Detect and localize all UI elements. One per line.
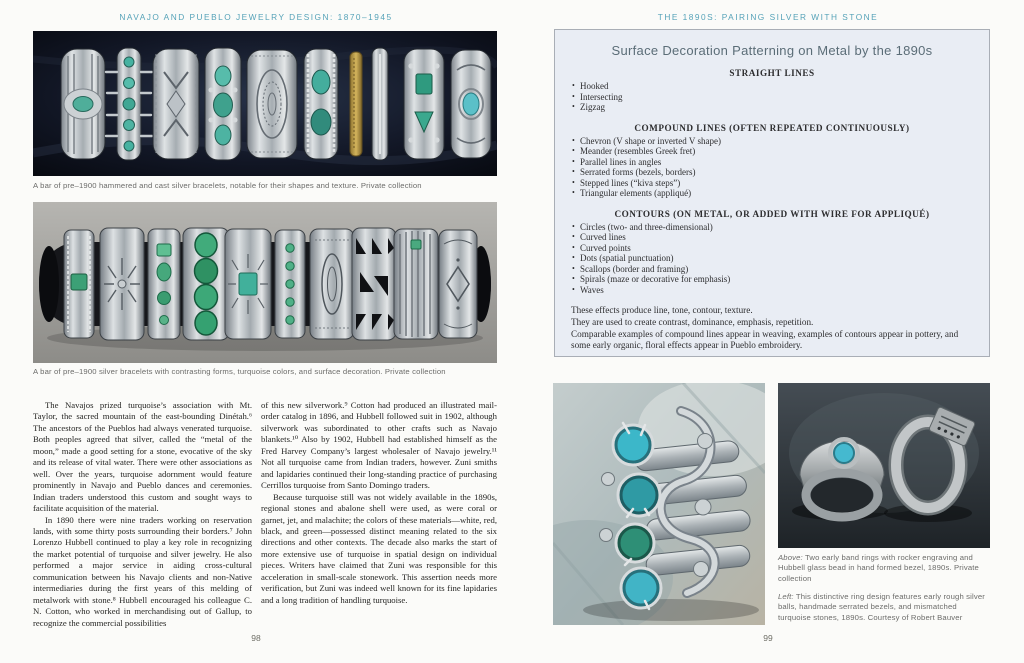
turquoise-ring-photo <box>553 383 765 625</box>
bullet-item: • Curved points <box>571 243 973 254</box>
box-footer <box>571 305 973 352</box>
bullet-item: • Zigzag <box>571 102 973 113</box>
bullet-item: • Curved lines <box>571 232 973 243</box>
surface-decoration-box <box>554 29 990 357</box>
caption-lead: Above: <box>778 553 803 562</box>
caption-text: This distinctive ring design features early rough silver balls, handmade serrated bezels, and mismatched turquoise stones, 1890s. Courtesy of Robert Bauver <box>778 592 986 622</box>
paragraph: The Navajos prized turquoise’s association with Mt. Taylor, the sacred mountain of the east-bounding Dinétah.⁶ The ancestors of the Pueblos had always venerated turquoise. Both peoples agreed that silver, called the “metal of the moon,” made a good setting for a stone, evocative of the sky and its release of vital water. There were other associations as well. Over the years, turquoise adornment would feature prominently in Navajo and Pueblo dances and ceremonies. Indian traders understood this custom and sought ways to facilitate acquisition of the material. <box>33 400 252 514</box>
section-heading-contours: CONTOURS (ON METAL, OR ADDED WITH WIRE FOR APPLIQUÉ) <box>614 208 930 219</box>
running-head-right: THE 1890S: PAIRING SILVER WITH STONE <box>657 12 879 22</box>
straight-lines-list <box>571 81 973 113</box>
bullet-item: • Hooked <box>571 81 973 92</box>
bracelets-photo-bottom <box>33 202 497 363</box>
running-head-left: NAVAJO AND PUEBLO JEWELRY DESIGN: 1870–1945 <box>119 12 393 22</box>
bullet-item: • Scallops (border and framing) <box>571 264 973 275</box>
band-rings-photo-art <box>778 383 990 548</box>
page-number-right: 99 <box>763 633 773 643</box>
caption-text: Two early band rings with rocker engraving and Hubbell glass bead in hand formed bezel, 1890s. Private collection <box>778 553 979 583</box>
paragraph: of this new silverwork.⁹ Cotton had produced an illustrated mail-order catalog in 1896, and Hubbell followed suit in 1902, although silverwork was subordinated to other crafts such as Navajo blankets.¹⁰ Also by 1902, Hubbell had established himself as the Fred Harvey Company’s largest wholesaler of Navajo jewelry.¹¹ Not all turquoise came from Indian traders, however. Zuni smiths and lapidaries continued their long-standing practice of purchasing Cerrillos turquoise from Santo Domingo traders. <box>261 400 497 491</box>
turquoise-ring-photo-art <box>553 383 765 625</box>
body-text <box>33 400 497 629</box>
bullet-item: • Meander (resembles Greek fret) <box>571 146 973 157</box>
bullet-item: • Parallel lines in angles <box>571 157 973 168</box>
bullet-item: • Spirals (maze or decorative for emphasis) <box>571 274 973 285</box>
section-heading-straight-lines: STRAIGHT LINES <box>729 68 815 78</box>
bullet-item: • Circles (two- and three-dimensional) <box>571 222 973 233</box>
bracelets-photo-top-art <box>33 31 497 176</box>
paragraph: Because turquoise still was not widely available in the 1890s, regional stones and abalone shell were used, as were coral or garnet, jet, and malachite; the colors of these materials—white, red, black, and green—possessed distinct meaning related to the six directions and other contexts. The decade also marks the start of more extensive use of turquoise in spatial design on individual pieces. Writers have claimed that Zuni was responsible for this acceleration in small-scale stonework. This assertion needs more verification, but Zuni was indeed well known for its fine lapidaries and a long tradition of handling turquoise. <box>261 491 497 605</box>
section-heading-compound-lines: COMPOUND LINES (OFTEN REPEATED CONTINUOUSLY) <box>634 122 910 133</box>
caption-band-rings <box>778 553 990 584</box>
contours-list <box>571 222 973 296</box>
band-rings-photo <box>778 383 990 548</box>
caption-lead: Left: <box>778 592 794 601</box>
body-column-2 <box>261 400 497 629</box>
bullet-item: • Chevron (V shape or inverted V shape) <box>571 136 973 147</box>
bullet-item: • Stepped lines (“kiva steps”) <box>571 178 973 189</box>
bullet-item: • Waves <box>571 285 973 296</box>
caption-bracelets-top: A bar of pre–1900 hammered and cast silver bracelets, notable for their shapes and texture. Private collection <box>33 181 422 190</box>
bullet-item: • Serrated forms (bezels, borders) <box>571 167 973 178</box>
bracelets-photo-top <box>33 31 497 176</box>
right-page <box>512 0 1024 663</box>
body-column-1 <box>33 400 252 629</box>
bullet-item: • Dots (spatial punctuation) <box>571 253 973 264</box>
box-footer-line: These effects produce line, tone, contour, texture. <box>571 305 753 315</box>
paragraph: In 1890 there were nine traders working on reservation lands, with some thirty posts surrounding their borders.⁷ John Lorenzo Hubbell continued to play a key role in recognizing the market potential of turquoise and silver jewelry. He also performed a major service in aiding cross-cultural communication between his Navajo clients and non-Native intermediaries during the first years of this melding of metalwork with stone.⁸ Hubbell encouraged his colleague C. N. Cotton, who worked in merchandising out of Gallup, to recognize the commercial possibilities <box>33 514 252 628</box>
compound-lines-list <box>571 136 973 199</box>
caption-turquoise-ring <box>778 592 990 623</box>
page-number-left: 98 <box>251 633 261 643</box>
box-footer-line: They are used to create contrast, dominance, emphasis, repetition. <box>571 316 814 327</box>
bullet-item: • Intersecting <box>571 92 973 103</box>
box-title: Surface Decoration Patterning on Metal by the 1890s <box>611 43 933 58</box>
bracelets-photo-bottom-art <box>33 202 497 363</box>
box-footer-line: Comparable examples of compound lines appear in weaving, examples of contours appear in pottery, and some early organic, floral effects appear in Pueblo embroidery. <box>571 328 959 351</box>
bullet-item: • Triangular elements (appliqué) <box>571 188 973 199</box>
caption-bracelets-bottom: A bar of pre–1900 silver bracelets with contrasting forms, turquoise colors, and surface decoration. Private collection <box>33 367 446 376</box>
